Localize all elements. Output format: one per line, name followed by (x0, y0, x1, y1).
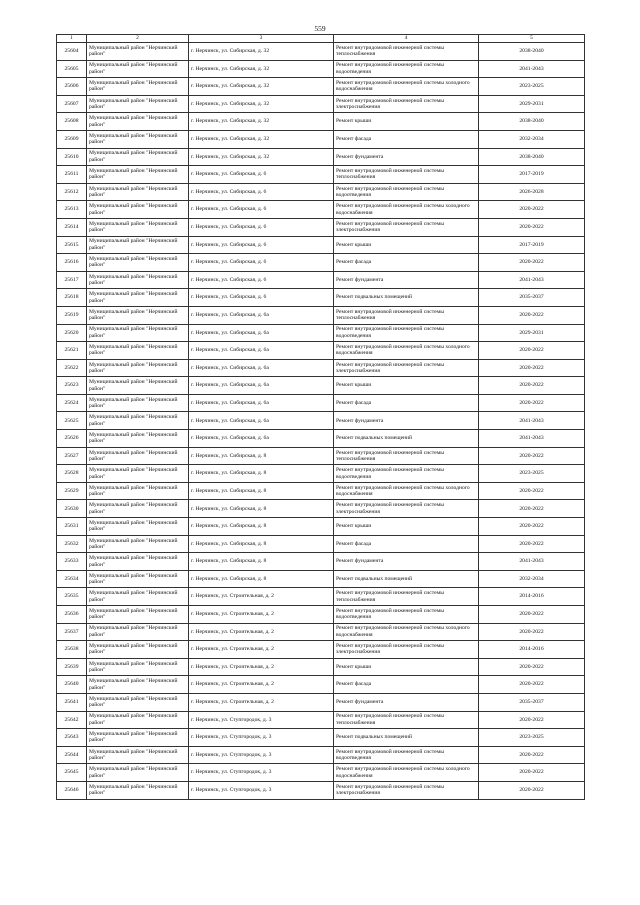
cell-n: 25646 (57, 781, 87, 799)
cell-period: 2020-2022 (479, 711, 585, 729)
cell-work: Ремонт крыши (334, 113, 479, 131)
cell-n: 25640 (57, 676, 87, 694)
table-row (57, 271, 585, 289)
cell-muni: Муниципальный район "Нерчинский район" (87, 271, 189, 289)
cell-muni: Муниципальный район "Нерчинский район" (87, 113, 189, 131)
cell-work: Ремонт внутридомовой инженерной системы водоотведения (334, 183, 479, 201)
cell-muni: Муниципальный район "Нерчинский район" (87, 500, 189, 518)
cell-n: 25618 (57, 289, 87, 307)
cell-address: г. Нерчинск, ул. Сибирская, д. 8 (189, 482, 334, 500)
cell-address: г. Нерчинск, ул. Сибирская, д. 32 (189, 130, 334, 148)
cell-n: 25632 (57, 535, 87, 553)
cell-address: г. Нерчинск, ул. Сибирская, д. 32 (189, 78, 334, 96)
cell-n: 25621 (57, 342, 87, 360)
cell-period: 2029-2031 (479, 324, 585, 342)
cell-work: Ремонт подвальных помещений (334, 289, 479, 307)
cell-address: г. Нерчинск, ул. Сибирская, д. 8 (189, 570, 334, 588)
cell-period: 2020-2022 (479, 781, 585, 799)
cell-address: г. Нерчинск, ул. Сибирская, д. 6а (189, 324, 334, 342)
cell-n: 25614 (57, 218, 87, 236)
cell-n: 25634 (57, 570, 87, 588)
table-row (57, 95, 585, 113)
cell-address: г. Нерчинск, ул. Сибирская, д. 6а (189, 342, 334, 360)
cell-n: 25628 (57, 465, 87, 483)
table-row (57, 60, 585, 78)
table-row (57, 289, 585, 307)
cell-n: 25625 (57, 412, 87, 430)
cell-work: Ремонт крыши (334, 377, 479, 395)
cell-n: 25636 (57, 606, 87, 624)
cell-n: 25616 (57, 254, 87, 272)
cell-work: Ремонт внутридомовой инженерной системы теплоснабжения (334, 711, 479, 729)
table-row (57, 764, 585, 782)
cell-period: 2020-2022 (479, 623, 585, 641)
table-row (57, 535, 585, 553)
cell-work: Ремонт фундамента (334, 553, 479, 571)
cell-address: г. Нерчинск, ул. Сибирская, д. 6а (189, 359, 334, 377)
cell-muni: Муниципальный район "Нерчинский район" (87, 781, 189, 799)
cell-address: г. Нерчинск, ул. Сибирская, д. 8 (189, 447, 334, 465)
cell-work: Ремонт внутридомовой инженерной системы теплоснабжения (334, 306, 479, 324)
cell-address: г. Нерчинск, ул. Строительная, д. 2 (189, 588, 334, 606)
cell-work: Ремонт крыши (334, 236, 479, 254)
cell-muni: Муниципальный район "Нерчинский район" (87, 447, 189, 465)
cell-period: 2014-2016 (479, 588, 585, 606)
cell-muni: Муниципальный район "Нерчинский район" (87, 60, 189, 78)
cell-work: Ремонт внутридомовой инженерной системы электроснабжения (334, 218, 479, 236)
table-row (57, 447, 585, 465)
cell-work: Ремонт крыши (334, 518, 479, 536)
cell-muni: Муниципальный район "Нерчинский район" (87, 306, 189, 324)
cell-work: Ремонт внутридомовой инженерной системы электроснабжения (334, 781, 479, 799)
cell-work: Ремонт внутридомовой инженерной системы электроснабжения (334, 641, 479, 659)
table-row (57, 623, 585, 641)
column-header: 3 (189, 35, 334, 43)
cell-period: 2020-2022 (479, 746, 585, 764)
cell-work: Ремонт фасада (334, 676, 479, 694)
table-row (57, 254, 585, 272)
table-row (57, 342, 585, 360)
cell-period: 2029-2031 (479, 95, 585, 113)
table-row (57, 482, 585, 500)
table-row (57, 113, 585, 131)
cell-muni: Муниципальный район "Нерчинский район" (87, 518, 189, 536)
table-row (57, 676, 585, 694)
cell-period: 2032-2034 (479, 130, 585, 148)
table-row (57, 746, 585, 764)
cell-work: Ремонт подвальных помещений (334, 430, 479, 448)
cell-muni: Муниципальный район "Нерчинский район" (87, 676, 189, 694)
cell-period: 2023-2025 (479, 465, 585, 483)
table-row (57, 430, 585, 448)
table-row (57, 43, 585, 61)
table-row (57, 324, 585, 342)
cell-muni: Муниципальный район "Нерчинский район" (87, 693, 189, 711)
cell-muni: Муниципальный район "Нерчинский район" (87, 535, 189, 553)
table-row (57, 500, 585, 518)
table-row (57, 130, 585, 148)
cell-period: 2020-2022 (479, 447, 585, 465)
table-row (57, 306, 585, 324)
cell-work: Ремонт фасада (334, 130, 479, 148)
table-row (57, 412, 585, 430)
table-row (57, 693, 585, 711)
column-header: 1 (57, 35, 87, 43)
table-row (57, 148, 585, 166)
cell-address: г. Нерчинск, ул. Сибирская, д. 6 (189, 166, 334, 184)
cell-address: г. Нерчинск, ул. Сибирская, д. 32 (189, 95, 334, 113)
column-numbers-row (57, 35, 585, 43)
cell-address: г. Нерчинск, ул. Строительная, д. 2 (189, 641, 334, 659)
table-row (57, 729, 585, 747)
cell-period: 2041-2043 (479, 553, 585, 571)
cell-work: Ремонт внутридомовой инженерной системы холодного водоснабжения (334, 623, 479, 641)
cell-address: г. Нерчинск, ул. Сибирская, д. 32 (189, 113, 334, 131)
cell-address: г. Нерчинск, ул. Сибирская, д. 6 (189, 183, 334, 201)
cell-period: 2041-2043 (479, 430, 585, 448)
cell-n: 25635 (57, 588, 87, 606)
cell-work: Ремонт внутридомовой инженерной системы электроснабжения (334, 359, 479, 377)
cell-work: Ремонт фундамента (334, 148, 479, 166)
cell-muni: Муниципальный район "Нерчинский район" (87, 729, 189, 747)
cell-period: 2017-2019 (479, 166, 585, 184)
cell-address: г. Нерчинск, ул. Ступгородок, д. 3 (189, 729, 334, 747)
cell-muni: Муниципальный район "Нерчинский район" (87, 254, 189, 272)
cell-n: 25622 (57, 359, 87, 377)
cell-period: 2020-2022 (479, 218, 585, 236)
cell-work: Ремонт внутридомовой инженерной системы электроснабжения (334, 500, 479, 518)
cell-work: Ремонт внутридомовой инженерной системы холодного водоснабжения (334, 78, 479, 96)
cell-muni: Муниципальный район "Нерчинский район" (87, 658, 189, 676)
cell-period: 2041-2043 (479, 60, 585, 78)
table-row (57, 394, 585, 412)
table-row (57, 377, 585, 395)
cell-address: г. Нерчинск, ул. Ступгородок, д. 3 (189, 746, 334, 764)
cell-period: 2035-2037 (479, 693, 585, 711)
column-header: 4 (334, 35, 479, 43)
capital-repair-table (56, 34, 585, 800)
cell-n: 25641 (57, 693, 87, 711)
table-row (57, 588, 585, 606)
cell-n: 25605 (57, 60, 87, 78)
cell-muni: Муниципальный район "Нерчинский район" (87, 553, 189, 571)
cell-work: Ремонт внутридомовой инженерной системы водоотведения (334, 60, 479, 78)
cell-period: 2038-2040 (479, 113, 585, 131)
cell-muni: Муниципальный район "Нерчинский район" (87, 218, 189, 236)
cell-muni: Муниципальный район "Нерчинский район" (87, 588, 189, 606)
cell-n: 25644 (57, 746, 87, 764)
cell-n: 25611 (57, 166, 87, 184)
cell-muni: Муниципальный район "Нерчинский район" (87, 641, 189, 659)
cell-work: Ремонт внутридомовой инженерной системы холодного водоснабжения (334, 482, 479, 500)
cell-muni: Муниципальный район "Нерчинский район" (87, 764, 189, 782)
cell-address: г. Нерчинск, ул. Сибирская, д. 6а (189, 306, 334, 324)
cell-address: г. Нерчинск, ул. Сибирская, д. 8 (189, 500, 334, 518)
cell-muni: Муниципальный район "Нерчинский район" (87, 482, 189, 500)
cell-muni: Муниципальный район "Нерчинский район" (87, 201, 189, 219)
cell-work: Ремонт крыши (334, 658, 479, 676)
cell-address: г. Нерчинск, ул. Ступгородок, д. 3 (189, 764, 334, 782)
cell-work: Ремонт фундамента (334, 271, 479, 289)
cell-period: 2032-2034 (479, 570, 585, 588)
cell-work: Ремонт внутридомовой инженерной системы водоотведения (334, 465, 479, 483)
cell-period: 2020-2022 (479, 606, 585, 624)
cell-period: 2020-2022 (479, 342, 585, 360)
cell-work: Ремонт внутридомовой инженерной системы теплоснабжения (334, 43, 479, 61)
cell-work: Ремонт внутридомовой инженерной системы теплоснабжения (334, 588, 479, 606)
cell-muni: Муниципальный район "Нерчинский район" (87, 236, 189, 254)
cell-period: 2041-2043 (479, 412, 585, 430)
cell-period: 2038-2040 (479, 148, 585, 166)
cell-period: 2014-2016 (479, 641, 585, 659)
cell-address: г. Нерчинск, ул. Сибирская, д. 6а (189, 377, 334, 395)
cell-address: г. Нерчинск, ул. Ступгородок, д. 3 (189, 781, 334, 799)
cell-work: Ремонт фасада (334, 535, 479, 553)
table-row (57, 711, 585, 729)
cell-muni: Муниципальный район "Нерчинский район" (87, 465, 189, 483)
cell-period: 2038-2040 (479, 43, 585, 61)
cell-n: 25609 (57, 130, 87, 148)
cell-muni: Муниципальный район "Нерчинский район" (87, 148, 189, 166)
cell-period: 2017-2019 (479, 236, 585, 254)
cell-muni: Муниципальный район "Нерчинский район" (87, 43, 189, 61)
cell-work: Ремонт фасада (334, 394, 479, 412)
cell-period: 2020-2022 (479, 394, 585, 412)
cell-n: 25638 (57, 641, 87, 659)
cell-n: 25645 (57, 764, 87, 782)
cell-work: Ремонт внутридомовой инженерной системы электроснабжения (334, 95, 479, 113)
cell-work: Ремонт внутридомовой инженерной системы водоотведения (334, 606, 479, 624)
cell-period: 2026-2028 (479, 183, 585, 201)
cell-n: 25630 (57, 500, 87, 518)
cell-address: г. Нерчинск, ул. Сибирская, д. 6 (189, 218, 334, 236)
cell-work: Ремонт внутридомовой инженерной системы холодного водоснабжения (334, 342, 479, 360)
table-row (57, 236, 585, 254)
cell-period: 2020-2022 (479, 201, 585, 219)
table-row (57, 465, 585, 483)
cell-muni: Муниципальный район "Нерчинский район" (87, 130, 189, 148)
cell-muni: Муниципальный район "Нерчинский район" (87, 711, 189, 729)
cell-n: 25612 (57, 183, 87, 201)
cell-n: 25607 (57, 95, 87, 113)
cell-work: Ремонт подвальных помещений (334, 729, 479, 747)
table-row (57, 641, 585, 659)
cell-address: г. Нерчинск, ул. Строительная, д. 2 (189, 676, 334, 694)
table-body (57, 43, 585, 800)
column-header: 2 (87, 35, 189, 43)
cell-muni: Муниципальный район "Нерчинский район" (87, 570, 189, 588)
cell-period: 2023-2025 (479, 78, 585, 96)
cell-muni: Муниципальный район "Нерчинский район" (87, 342, 189, 360)
cell-n: 25619 (57, 306, 87, 324)
cell-address: г. Нерчинск, ул. Сибирская, д. 6а (189, 394, 334, 412)
cell-n: 25639 (57, 658, 87, 676)
cell-work: Ремонт внутридомовой инженерной системы водоотведения (334, 324, 479, 342)
cell-n: 25608 (57, 113, 87, 131)
cell-muni: Муниципальный район "Нерчинский район" (87, 430, 189, 448)
cell-address: г. Нерчинск, ул. Сибирская, д. 6 (189, 236, 334, 254)
cell-work: Ремонт подвальных помещений (334, 570, 479, 588)
cell-n: 25610 (57, 148, 87, 166)
cell-period: 2020-2022 (479, 482, 585, 500)
table-row (57, 78, 585, 96)
table-row (57, 781, 585, 799)
cell-address: г. Нерчинск, ул. Строительная, д. 2 (189, 693, 334, 711)
table-row (57, 201, 585, 219)
cell-n: 25613 (57, 201, 87, 219)
cell-period: 2020-2022 (479, 764, 585, 782)
cell-address: г. Нерчинск, ул. Сибирская, д. 32 (189, 148, 334, 166)
table-row (57, 359, 585, 377)
cell-n: 25643 (57, 729, 87, 747)
cell-muni: Муниципальный район "Нерчинский район" (87, 746, 189, 764)
table-row (57, 658, 585, 676)
cell-n: 25629 (57, 482, 87, 500)
cell-period: 2020-2022 (479, 658, 585, 676)
cell-muni: Муниципальный район "Нерчинский район" (87, 95, 189, 113)
cell-n: 25626 (57, 430, 87, 448)
cell-work: Ремонт внутридомовой инженерной системы холодного водоснабжения (334, 764, 479, 782)
cell-muni: Муниципальный район "Нерчинский район" (87, 377, 189, 395)
cell-period: 2020-2022 (479, 500, 585, 518)
cell-address: г. Нерчинск, ул. Сибирская, д. 8 (189, 518, 334, 536)
cell-work: Ремонт внутридомовой инженерной системы теплоснабжения (334, 166, 479, 184)
cell-address: г. Нерчинск, ул. Сибирская, д. 6 (189, 289, 334, 307)
cell-period: 2020-2022 (479, 306, 585, 324)
cell-address: г. Нерчинск, ул. Строительная, д. 2 (189, 606, 334, 624)
cell-n: 25606 (57, 78, 87, 96)
cell-period: 2020-2022 (479, 254, 585, 272)
table-row (57, 218, 585, 236)
cell-address: г. Нерчинск, ул. Сибирская, д. 8 (189, 535, 334, 553)
cell-n: 25631 (57, 518, 87, 536)
cell-period: 2020-2022 (479, 676, 585, 694)
cell-muni: Муниципальный район "Нерчинский район" (87, 183, 189, 201)
cell-address: г. Нерчинск, ул. Сибирская, д. 6а (189, 412, 334, 430)
cell-period: 2020-2022 (479, 518, 585, 536)
cell-n: 25623 (57, 377, 87, 395)
cell-address: г. Нерчинск, ул. Строительная, д. 2 (189, 623, 334, 641)
table-row (57, 606, 585, 624)
cell-period: 2020-2022 (479, 359, 585, 377)
cell-period: 2035-2037 (479, 289, 585, 307)
cell-period: 2020-2022 (479, 377, 585, 395)
page-number: 559 (314, 24, 326, 33)
cell-address: г. Нерчинск, ул. Сибирская, д. 8 (189, 553, 334, 571)
cell-muni: Муниципальный район "Нерчинский район" (87, 289, 189, 307)
table-row (57, 183, 585, 201)
cell-period: 2023-2025 (479, 729, 585, 747)
cell-n: 25604 (57, 43, 87, 61)
cell-n: 25620 (57, 324, 87, 342)
table-row (57, 570, 585, 588)
cell-muni: Муниципальный район "Нерчинский район" (87, 623, 189, 641)
cell-n: 25617 (57, 271, 87, 289)
cell-muni: Муниципальный район "Нерчинский район" (87, 394, 189, 412)
column-header: 5 (479, 35, 585, 43)
cell-address: г. Нерчинск, ул. Сибирская, д. 6 (189, 271, 334, 289)
cell-n: 25615 (57, 236, 87, 254)
cell-period: 2020-2022 (479, 535, 585, 553)
cell-address: г. Нерчинск, ул. Сибирская, д. 6а (189, 430, 334, 448)
table-row (57, 553, 585, 571)
cell-n: 25637 (57, 623, 87, 641)
cell-work: Ремонт фундамента (334, 412, 479, 430)
cell-n: 25624 (57, 394, 87, 412)
cell-n: 25633 (57, 553, 87, 571)
cell-address: г. Нерчинск, ул. Сибирская, д. 6 (189, 254, 334, 272)
cell-address: г. Нерчинск, ул. Ступгородок, д. 3 (189, 711, 334, 729)
cell-muni: Муниципальный район "Нерчинский район" (87, 412, 189, 430)
cell-n: 25642 (57, 711, 87, 729)
cell-work: Ремонт внутридомовой инженерной системы холодного водоснабжения (334, 201, 479, 219)
cell-muni: Муниципальный район "Нерчинский район" (87, 359, 189, 377)
cell-n: 25627 (57, 447, 87, 465)
cell-work: Ремонт внутридомовой инженерной системы теплоснабжения (334, 447, 479, 465)
cell-muni: Муниципальный район "Нерчинский район" (87, 78, 189, 96)
cell-address: г. Нерчинск, ул. Сибирская, д. 6 (189, 201, 334, 219)
cell-address: г. Нерчинск, ул. Строительная, д. 2 (189, 658, 334, 676)
cell-muni: Муниципальный район "Нерчинский район" (87, 166, 189, 184)
cell-work: Ремонт фундамента (334, 693, 479, 711)
cell-address: г. Нерчинск, ул. Сибирская, д. 32 (189, 43, 334, 61)
table-row (57, 518, 585, 536)
cell-work: Ремонт внутридомовой инженерной системы водоотведения (334, 746, 479, 764)
table-row (57, 166, 585, 184)
cell-muni: Муниципальный район "Нерчинский район" (87, 606, 189, 624)
cell-period: 2041-2043 (479, 271, 585, 289)
cell-address: г. Нерчинск, ул. Сибирская, д. 32 (189, 60, 334, 78)
cell-muni: Муниципальный район "Нерчинский район" (87, 324, 189, 342)
cell-work: Ремонт фасада (334, 254, 479, 272)
cell-address: г. Нерчинск, ул. Сибирская, д. 8 (189, 465, 334, 483)
